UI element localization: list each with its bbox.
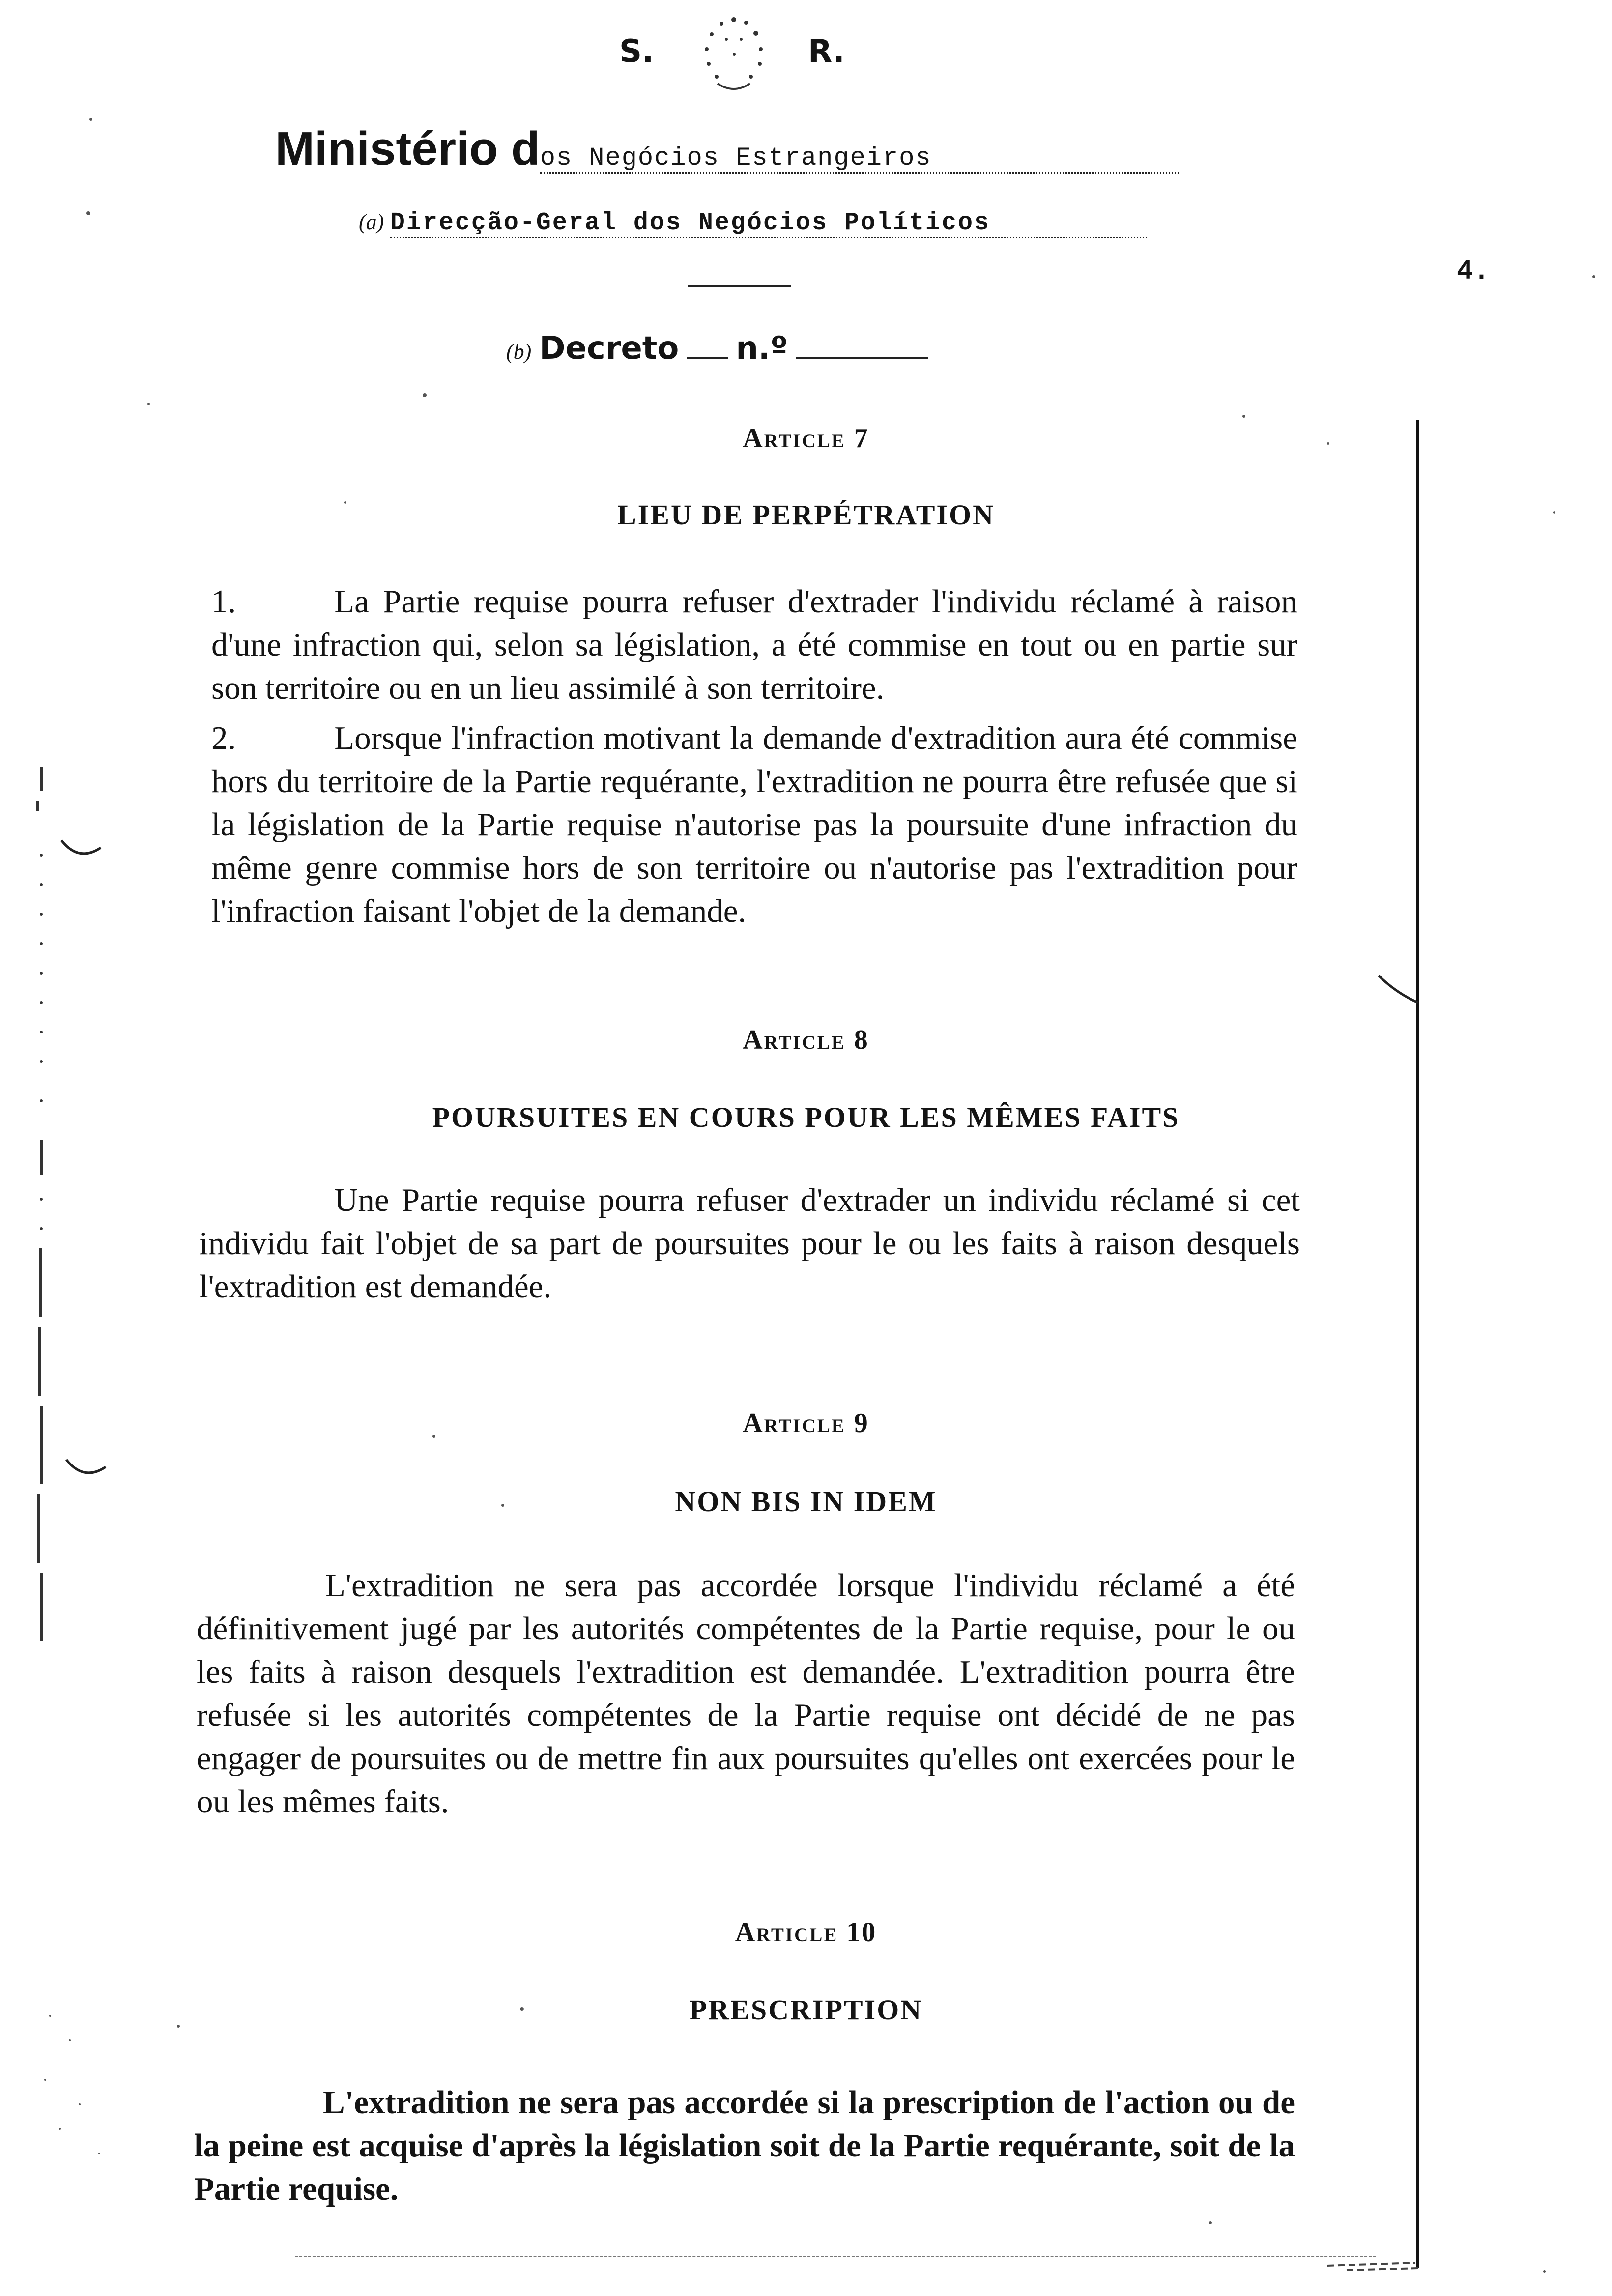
- paragraph-marker: 2.: [211, 720, 236, 756]
- article-7-heading: LIEU DE PERPÉTRATION: [617, 499, 995, 531]
- article-7-number: Article 7: [743, 423, 869, 454]
- paragraph-marker: 1.: [211, 583, 236, 620]
- article-7-paragraph-2: [211, 717, 1297, 933]
- paragraph-text: La Partie requise pourra refuser d'extrader l'individu réclamé à raison d'une infraction qui, selon sa législation, a été commise en tout ou en partie sur son territoire ou en un lieu assimilé à son territoire.: [211, 583, 1297, 706]
- ministry-line: [275, 122, 1179, 176]
- article-8-number: Article 8: [743, 1025, 869, 1055]
- decreto-text: Decreto: [539, 330, 679, 367]
- letterhead-right-letter: R.: [808, 33, 845, 70]
- numero-blank: [796, 357, 928, 359]
- left-margin-vertical-marks: [12, 757, 66, 1691]
- page-number: 4.: [1457, 256, 1490, 287]
- header-divider: [688, 285, 791, 287]
- decreto-line: [506, 330, 928, 367]
- article-8-heading: POURSUITES EN COURS POUR LES MÊMES FAITS: [432, 1101, 1180, 1133]
- ministry-prefix: Ministério d: [275, 122, 540, 175]
- article-10-heading: PRESCRIPTION: [689, 1994, 923, 2026]
- article-8-paragraph: Une Partie requise pourra refuser d'extrader un individu réclamé si cet individu fait l'objet de sa part de poursuites pour le ou les faits à raison desquels l'extradition est demandée.: [199, 1182, 1300, 1305]
- decreto-blank: [687, 357, 728, 359]
- ministry-typed: os Negócios Estrangeiros: [540, 144, 1179, 174]
- article-10-number: Article 10: [735, 1917, 877, 1948]
- article-9-number: Article 9: [743, 1408, 869, 1438]
- letterhead-left-letter: S.: [619, 33, 654, 70]
- coat-of-arms-emblem: [687, 10, 780, 98]
- article-10-paragraph: L'extradition ne sera pas accordée si la prescription de l'action ou de la peine est acquise d'après la législation soit de la Partie requérante, soit de la Partie requise.: [194, 2084, 1295, 2207]
- right-margin-line: [1416, 420, 1419, 2268]
- direccao-typed: Direcção-Geral dos Negócios Políticos: [390, 209, 1147, 238]
- direccao-label: (a): [359, 210, 384, 234]
- paragraph-text: Lorsque l'infraction motivant la demande d'extradition aura été commise hors du territoire de la Partie requérante, l'extradition ne pourra être refusée que si la législation de la Partie requise n'autorise pas la poursuite d'une infraction du même genre commise hors de son territoire ou n'autorise pas l'extradition pour l'infraction faisant l'objet de la demande.: [211, 720, 1297, 929]
- numero-text: n.º: [736, 330, 788, 367]
- bottom-dash-line: [295, 2256, 1376, 2257]
- article-9-heading: NON BIS IN IDEM: [675, 1486, 937, 1518]
- corner-marks: [1327, 2251, 1420, 2275]
- left-bracket-mark-1: [59, 835, 103, 865]
- decreto-label: (b): [506, 340, 532, 364]
- article-7-paragraph-1: [211, 580, 1297, 710]
- article-9-paragraph: L'extradition ne sera pas accordée lorsque l'individu réclamé a été définitivement jugé par les autorités compétentes de la Partie requise, pour le ou les faits à raison desquels l'extradition est demandée. L'extradition pourra être refusée si les autorités compétentes de la Partie requise ont décidé de ne pas engager de poursuites ou de mettre fin aux poursuites qu'elles ont exercées pour le ou les mêmes faits.: [197, 1567, 1295, 1820]
- margin-bracket-mark: [1376, 973, 1420, 1022]
- direccao-line: [359, 206, 1147, 238]
- left-bracket-mark-2: [64, 1455, 108, 1484]
